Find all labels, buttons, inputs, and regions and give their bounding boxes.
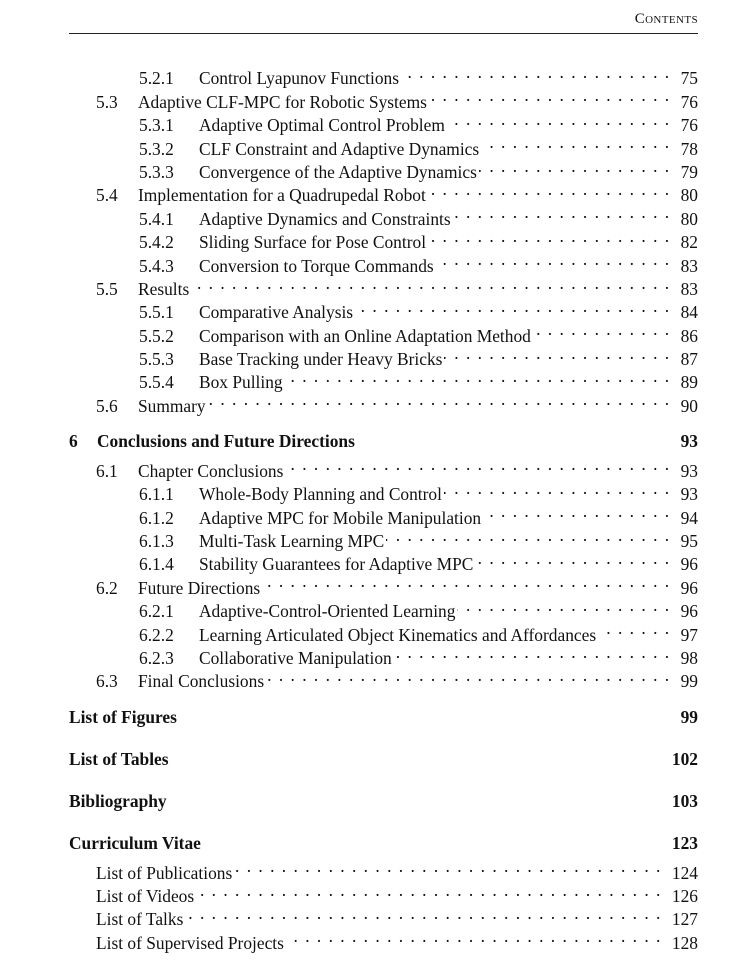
entry-page: 128	[662, 932, 698, 955]
toc-list-of-figures[interactable]	[69, 706, 698, 729]
entry-page: 96	[671, 577, 698, 600]
chapter-page: 102	[671, 748, 698, 769]
table-of-contents	[69, 61, 698, 953]
entry-number: 5.6	[96, 395, 118, 416]
header-rule	[69, 33, 698, 34]
dot-leader	[234, 855, 662, 878]
entry-page: 127	[662, 908, 698, 931]
entry-number: 5.5	[96, 278, 118, 299]
dot-leader	[457, 594, 670, 617]
toc-entry[interactable]	[69, 453, 698, 481]
entry-page: 126	[662, 885, 698, 908]
entry-number: 6.2.1	[139, 601, 174, 622]
entry-number: 5.3.2	[139, 138, 174, 159]
toc-bibliography[interactable]	[69, 790, 698, 813]
entry-number: 5.4.1	[139, 208, 174, 229]
entry-number: 6.1.3	[139, 531, 174, 551]
entry-title: Implementation for a Quadrupedal Robot	[138, 184, 428, 207]
entry-number: 5.5.2	[139, 325, 174, 346]
entry-title: Learning Articulated Object Kinematics and Affordances	[199, 624, 598, 647]
dot-leader	[447, 108, 671, 131]
entry-title: Conversion to Torque Commands	[199, 255, 436, 278]
entry-number: 5.2.1	[139, 68, 174, 89]
entry-page: 76	[671, 114, 698, 137]
dot-leader	[196, 879, 662, 902]
chapter-page: 103	[671, 790, 698, 811]
entry-number: 6.1	[96, 460, 118, 481]
entry-page: 96	[671, 553, 698, 576]
toc-curriculum-vitae[interactable]	[69, 832, 698, 855]
entry-page: 98	[671, 647, 698, 670]
dot-leader	[453, 201, 671, 224]
entry-title: Sliding Surface for Pose Control	[199, 231, 428, 254]
dot-leader	[444, 477, 671, 500]
entry-number: 6.1.2	[139, 507, 174, 528]
entry-title: CLF Constraint and Adaptive Dynamics	[199, 138, 481, 161]
dot-leader	[479, 155, 671, 178]
entry-page: 78	[671, 138, 698, 161]
dot-leader	[428, 225, 671, 248]
entry-title: Convergence of the Adaptive Dynamics	[199, 161, 479, 184]
entry-page: 97	[671, 624, 698, 647]
entry-page: 90	[671, 395, 698, 418]
chapter-page: 123	[671, 832, 698, 853]
entry-title: Whole-Body Planning and Control	[199, 483, 444, 506]
dot-leader	[185, 902, 662, 925]
chapter-title: Curriculum Vitae	[69, 832, 201, 853]
dot-leader	[483, 500, 671, 523]
entry-number: 5.3.1	[139, 115, 174, 136]
entry-page: 93	[671, 460, 698, 483]
dot-leader	[436, 248, 671, 271]
entry-title: Box Pulling	[199, 371, 285, 394]
entry-title: Adaptive Dynamics and Constraints	[199, 208, 453, 231]
entry-page: 86	[671, 325, 698, 348]
entry-number: 5.4	[96, 185, 118, 206]
entry-title: Adaptive Optimal Control Problem	[199, 114, 447, 137]
dot-leader	[401, 61, 671, 84]
entry-title: Stability Guarantees for Adaptive MPC	[199, 553, 475, 576]
entry-page: 80	[671, 184, 698, 207]
dot-leader	[475, 547, 670, 570]
dot-leader	[285, 453, 670, 476]
entry-page: 87	[671, 348, 698, 371]
dot-leader	[481, 131, 670, 154]
entry-number: 5.4.3	[139, 255, 174, 276]
entry-number: 6.2.3	[139, 647, 174, 668]
entry-title: Chapter Conclusions	[138, 460, 285, 483]
toc-block-chapter6	[69, 453, 698, 692]
entry-page: 89	[671, 371, 698, 394]
entry-title: List of Talks	[96, 908, 185, 931]
dot-leader	[533, 318, 671, 341]
entry-number: 5.5.3	[139, 349, 174, 370]
entry-title: List of Publications	[96, 862, 234, 885]
chapter-title: Bibliography	[69, 790, 167, 811]
entry-page: 82	[671, 231, 698, 254]
entry-page: 76	[671, 91, 698, 114]
entry-title: Comparative Analysis	[199, 301, 355, 324]
entry-title: Adaptive CLF-MPC for Robotic Systems	[138, 91, 429, 114]
entry-number: 6.1.1	[139, 484, 174, 505]
entry-page: 83	[671, 278, 698, 301]
toc-list-of-tables[interactable]	[69, 748, 698, 771]
entry-page: 99	[671, 670, 698, 693]
entry-number: 5.4.2	[139, 232, 174, 253]
toc-entry[interactable]	[69, 388, 698, 416]
entry-page: 84	[671, 301, 698, 324]
entry-number: 6.2.2	[139, 624, 174, 645]
entry-title: Comparison with an Online Adaptation Method	[199, 325, 533, 348]
entry-title: Control Lyapunov Functions	[199, 67, 401, 90]
chapter-title: List of Figures	[69, 706, 177, 727]
entry-number: 6.3	[96, 671, 118, 692]
dot-leader	[429, 84, 671, 107]
entry-number: 6.2	[96, 577, 118, 598]
chapter-page: 93	[680, 431, 698, 452]
entry-page: 124	[662, 862, 698, 885]
entry-page: 80	[671, 208, 698, 231]
chapter-page: 99	[680, 706, 698, 727]
entry-title: List of Videos	[96, 885, 196, 908]
entry-title: Summary	[138, 395, 208, 418]
dot-leader	[355, 295, 671, 318]
entry-title: Adaptive-Control-Oriented Learning	[199, 600, 457, 623]
toc-entry[interactable]	[69, 855, 698, 883]
entry-title: Results	[138, 278, 191, 301]
running-head: Contents	[634, 11, 698, 27]
toc-entry[interactable]	[69, 61, 698, 89]
toc-block-cv	[69, 855, 698, 953]
chapter-number: 6	[69, 431, 78, 452]
entry-number: 5.3	[96, 91, 118, 112]
dot-leader	[286, 925, 662, 948]
entry-title: Base Tracking under Heavy Bricks	[199, 348, 444, 371]
entry-title: Final Conclusions	[138, 670, 266, 693]
entry-title: List of Supervised Projects	[96, 932, 286, 955]
toc-chapter-6[interactable]	[69, 430, 698, 453]
entry-page: 95	[671, 530, 698, 553]
entry-title: Adaptive MPC for Mobile Manipulation	[199, 507, 483, 530]
toc-entry[interactable]	[69, 318, 698, 346]
entry-number: 6.1.4	[139, 554, 174, 575]
entry-page: 94	[671, 507, 698, 530]
chapter-title: Conclusions and Future Directions	[97, 431, 355, 452]
entry-page: 93	[671, 483, 698, 506]
entry-title: Future Directions	[138, 577, 262, 600]
dot-leader	[598, 617, 671, 640]
chapter-title: List of Tables	[69, 748, 169, 769]
toc-block-chapter5	[69, 61, 698, 416]
entry-title: Multi-Task Learning MPC	[199, 530, 386, 553]
entry-page: 75	[671, 67, 698, 90]
entry-page: 79	[671, 161, 698, 184]
entry-page: 83	[671, 255, 698, 278]
entry-title: Collaborative Manipulation	[199, 647, 394, 670]
entry-page: 96	[671, 600, 698, 623]
entry-number: 5.5.1	[139, 302, 174, 323]
entry-number: 5.3.3	[139, 161, 174, 182]
entry-number: 5.5.4	[139, 372, 174, 393]
